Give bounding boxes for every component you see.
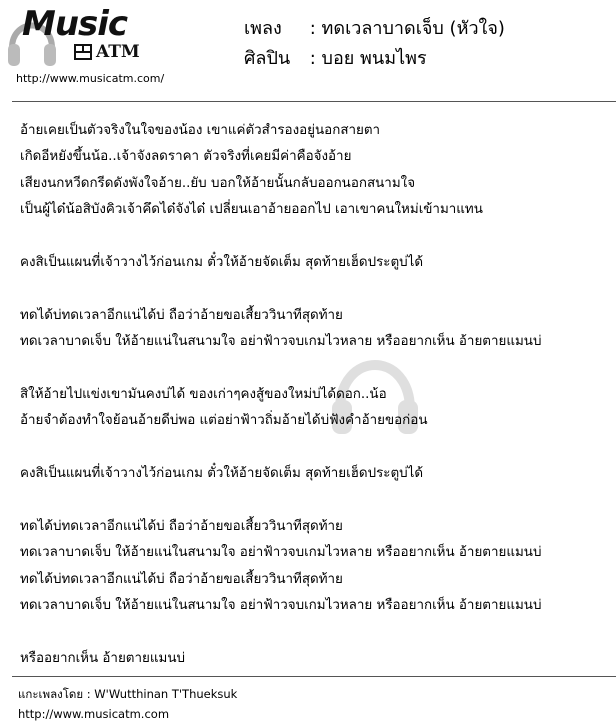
lyric-line: คงสิเป็นแผนที่เจ้าวางไว้ก่อนเกม ตั๋วให้อ้ายจัดเต็ม สุดท้ายเฮ็ดประตูบ่ได้	[20, 254, 424, 270]
windows-icon	[74, 44, 92, 60]
song-meta	[244, 14, 505, 74]
stanza-gap	[20, 276, 616, 302]
song-title: ทดเวลาบาดเจ็บ (หัวใจ)	[321, 18, 505, 39]
lyric-line: ทดเวลาบาดเจ็บ ให้อ้ายแน่ในสนามใจ อย่าฟ้าวจบเกมไวหลาย หรืออยากเห็น อ้ายตายแมนบ่	[20, 545, 542, 561]
artist-label: ศิลปิน	[244, 48, 291, 69]
lyrics-block	[20, 118, 616, 672]
lyric-line: สิให้อ้ายไปแข่งเขามันคงบ่ได้ ของเก่าๆคงสู้ของใหม่บ่ได้ดอก..น้อ	[20, 386, 387, 402]
lyric-line: อ้ายจำต้องทำใจย้อนอ้ายดีบ่พอ แต่อย่าฟ้าวถิ่มอ้ายได้บ่ฟังคำอ้ายขอก่อน	[20, 413, 428, 429]
lyric-line: ทดเวลาบาดเจ็บ ให้อ้ายแน่ในสนามใจ อย่าฟ้าวจบเกมไวหลาย หรืออยากเห็น อ้ายตายแมนบ่	[20, 334, 542, 350]
colon: :	[309, 48, 322, 69]
site-logo[interactable]	[6, 2, 206, 74]
stanza-gap	[20, 224, 616, 250]
lyric-line: คงสิเป็นแผนที่เจ้าวางไว้ก่อนเกม ตั๋วให้อ้ายจัดเต็ม สุดท้ายเฮ็ดประตูบ่ได้	[20, 466, 424, 482]
stanza-gap	[20, 487, 616, 513]
credit-row	[18, 684, 237, 704]
logo-wordmark: Music	[22, 4, 128, 44]
logo-sub: ATM	[96, 42, 140, 62]
colon: :	[309, 18, 322, 39]
lyric-line: ทดได้บ่ทดเวลาอีกแน่ได้บ่ ถือว่าอ้ายขอเสี้ยววินาทีสุดท้าย	[20, 571, 343, 587]
lyric-line: เกิดอีหยังขึ้นน้อ..เจ้าจังลดราคา ตัวจริงที่เคยมีค่าคือจังอ้าย	[20, 149, 352, 165]
footer-url[interactable]: http://www.musicatm.com	[18, 707, 170, 721]
lyric-line: อ้ายเคยเป็นตัวจริงในใจของน้อง เขาแค่ตัวสำรองอยู่นอกสายตา	[20, 123, 381, 138]
lyric-line: ทดเวลาบาดเจ็บ ให้อ้ายแน่ในสนามใจ อย่าฟ้าวจบเกมไวหลาย หรืออยากเห็น อ้ายตายแมนบ่	[20, 598, 542, 614]
credit-label: แกะเพลงโดย :	[18, 687, 91, 701]
credit-name: W'Wutthinan T'Thueksuk	[94, 687, 238, 701]
stanza-gap	[20, 356, 616, 382]
song-title-label: เพลง	[244, 18, 282, 39]
top-divider	[12, 101, 616, 102]
stanza-gap	[20, 435, 616, 461]
site-url[interactable]: http://www.musicatm.com/	[16, 72, 165, 85]
lyric-line: ทดได้บ่ทดเวลาอีกแน่ได้บ่ ถือว่าอ้ายขอเสี้ยววินาทีสุดท้าย	[20, 307, 343, 323]
stanza-gap	[20, 619, 616, 645]
song-title-row	[244, 14, 505, 44]
artist-row	[244, 44, 505, 74]
lyric-line: หรืออยากเห็น อ้ายตายแมนบ่	[20, 650, 185, 666]
lyric-line: เป็นผู้ได๋น้อสิบังคิวเจ้าคึดได๋จังได๋ เปลี่ยนเอาอ้ายออกไป เอาเขาคนใหม่เข้ามาแทน	[20, 202, 483, 218]
bottom-divider	[12, 676, 616, 677]
page-header	[0, 0, 616, 96]
lyric-line: ทดได้บ่ทดเวลาอีกแน่ได้บ่ ถือว่าอ้ายขอเสี้ยววินาทีสุดท้าย	[20, 518, 343, 534]
artist-name: บอย พนมไพร	[321, 48, 427, 69]
page-footer	[18, 684, 237, 724]
lyric-line: เสียงนกหวีดกรีดดังพังใจอ้าย..ยับ บอกให้อ้ายนั้นกลับออกนอกสนามใจ	[20, 175, 416, 191]
